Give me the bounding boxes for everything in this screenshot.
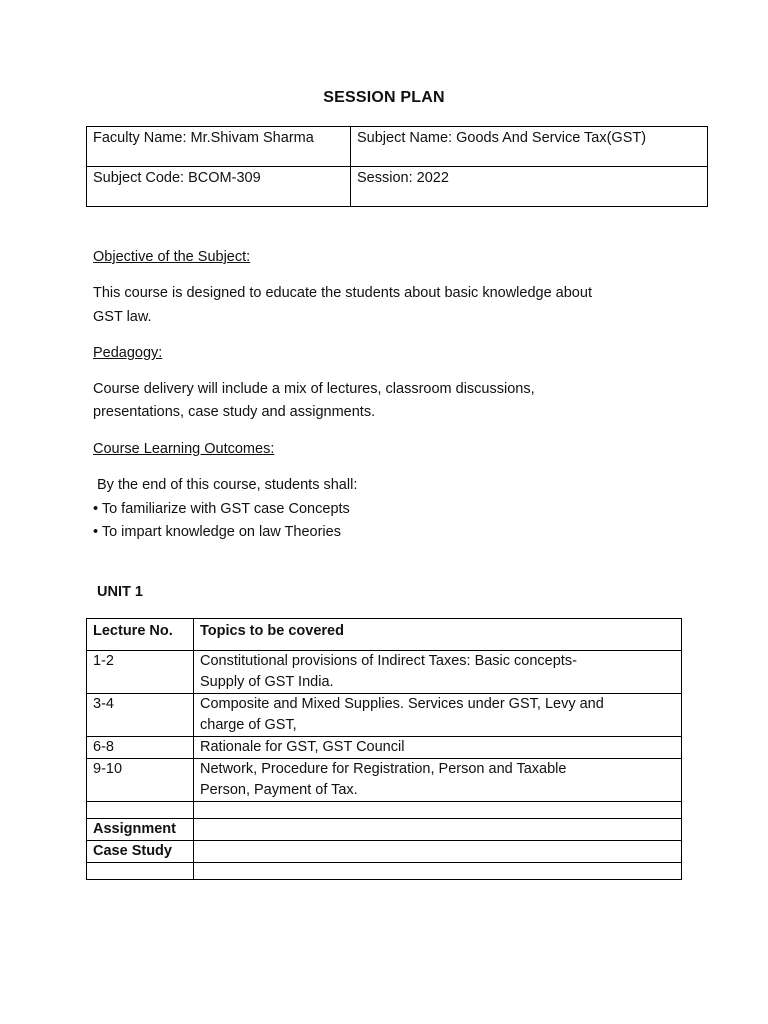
topic-line: charge of GST, xyxy=(200,717,297,733)
lecture-no-cell: 6-8 xyxy=(87,737,194,759)
case-study-row xyxy=(87,841,682,863)
topics-header: Topics to be covered xyxy=(194,619,682,651)
table-row xyxy=(87,737,682,759)
outcomes-intro: By the end of this course, students shall: xyxy=(97,477,358,493)
topic-line: Supply of GST India. xyxy=(200,674,334,690)
outcome-item-1: • To familiarize with GST case Concepts xyxy=(93,501,350,517)
empty-row xyxy=(87,863,682,880)
topic-cell xyxy=(194,651,682,694)
objective-text-line-2: GST law. xyxy=(93,309,152,325)
outcomes-heading: Course Learning Outcomes: xyxy=(93,441,275,457)
table-row xyxy=(87,694,682,737)
outcome-item-2: • To impart knowledge on law Theories xyxy=(93,524,341,540)
subject-code-cell: Subject Code: BCOM-309 xyxy=(87,167,351,207)
unit-topics-table xyxy=(86,618,682,880)
topic-line: Composite and Mixed Supplies. Services under GST, Levy and xyxy=(200,696,604,712)
assignment-cell xyxy=(194,819,682,841)
table-row xyxy=(87,651,682,694)
topic-cell xyxy=(194,694,682,737)
lecture-no-cell: 9-10 xyxy=(87,759,194,802)
empty-cell xyxy=(194,802,682,819)
unit-heading: UNIT 1 xyxy=(97,584,143,600)
info-row-2 xyxy=(87,167,708,207)
page-title: SESSION PLAN xyxy=(323,89,445,106)
table-header-row xyxy=(87,619,682,651)
topic-cell xyxy=(194,759,682,802)
session-cell: Session: 2022 xyxy=(351,167,708,207)
topic-line: Constitutional provisions of Indirect Taxes: Basic concepts- xyxy=(200,653,577,669)
empty-cell xyxy=(87,802,194,819)
lecture-no-cell: 1-2 xyxy=(87,651,194,694)
info-row-1 xyxy=(87,127,708,167)
case-study-cell xyxy=(194,841,682,863)
faculty-name-cell: Faculty Name: Mr.Shivam Sharma xyxy=(87,127,351,167)
case-study-label: Case Study xyxy=(87,841,194,863)
empty-row xyxy=(87,802,682,819)
session-info-table xyxy=(86,126,708,207)
empty-cell xyxy=(87,863,194,880)
assignment-row xyxy=(87,819,682,841)
lecture-no-header: Lecture No. xyxy=(87,619,194,651)
empty-cell xyxy=(194,863,682,880)
pedagogy-heading: Pedagogy: xyxy=(93,345,163,361)
table-row xyxy=(87,759,682,802)
topic-line: Person, Payment of Tax. xyxy=(200,782,358,798)
pedagogy-text-line-1: Course delivery will include a mix of lectures, classroom discussions, xyxy=(93,381,535,397)
objective-text-line-1: This course is designed to educate the students about basic knowledge about xyxy=(93,285,592,301)
subject-name-cell: Subject Name: Goods And Service Tax(GST) xyxy=(351,127,708,167)
pedagogy-text-line-2: presentations, case study and assignments. xyxy=(93,404,376,420)
objective-heading: Objective of the Subject: xyxy=(93,249,251,265)
assignment-label: Assignment xyxy=(87,819,194,841)
topic-cell: Rationale for GST, GST Council xyxy=(194,737,682,759)
topic-line: Network, Procedure for Registration, Person and Taxable xyxy=(200,761,567,777)
lecture-no-cell: 3-4 xyxy=(87,694,194,737)
